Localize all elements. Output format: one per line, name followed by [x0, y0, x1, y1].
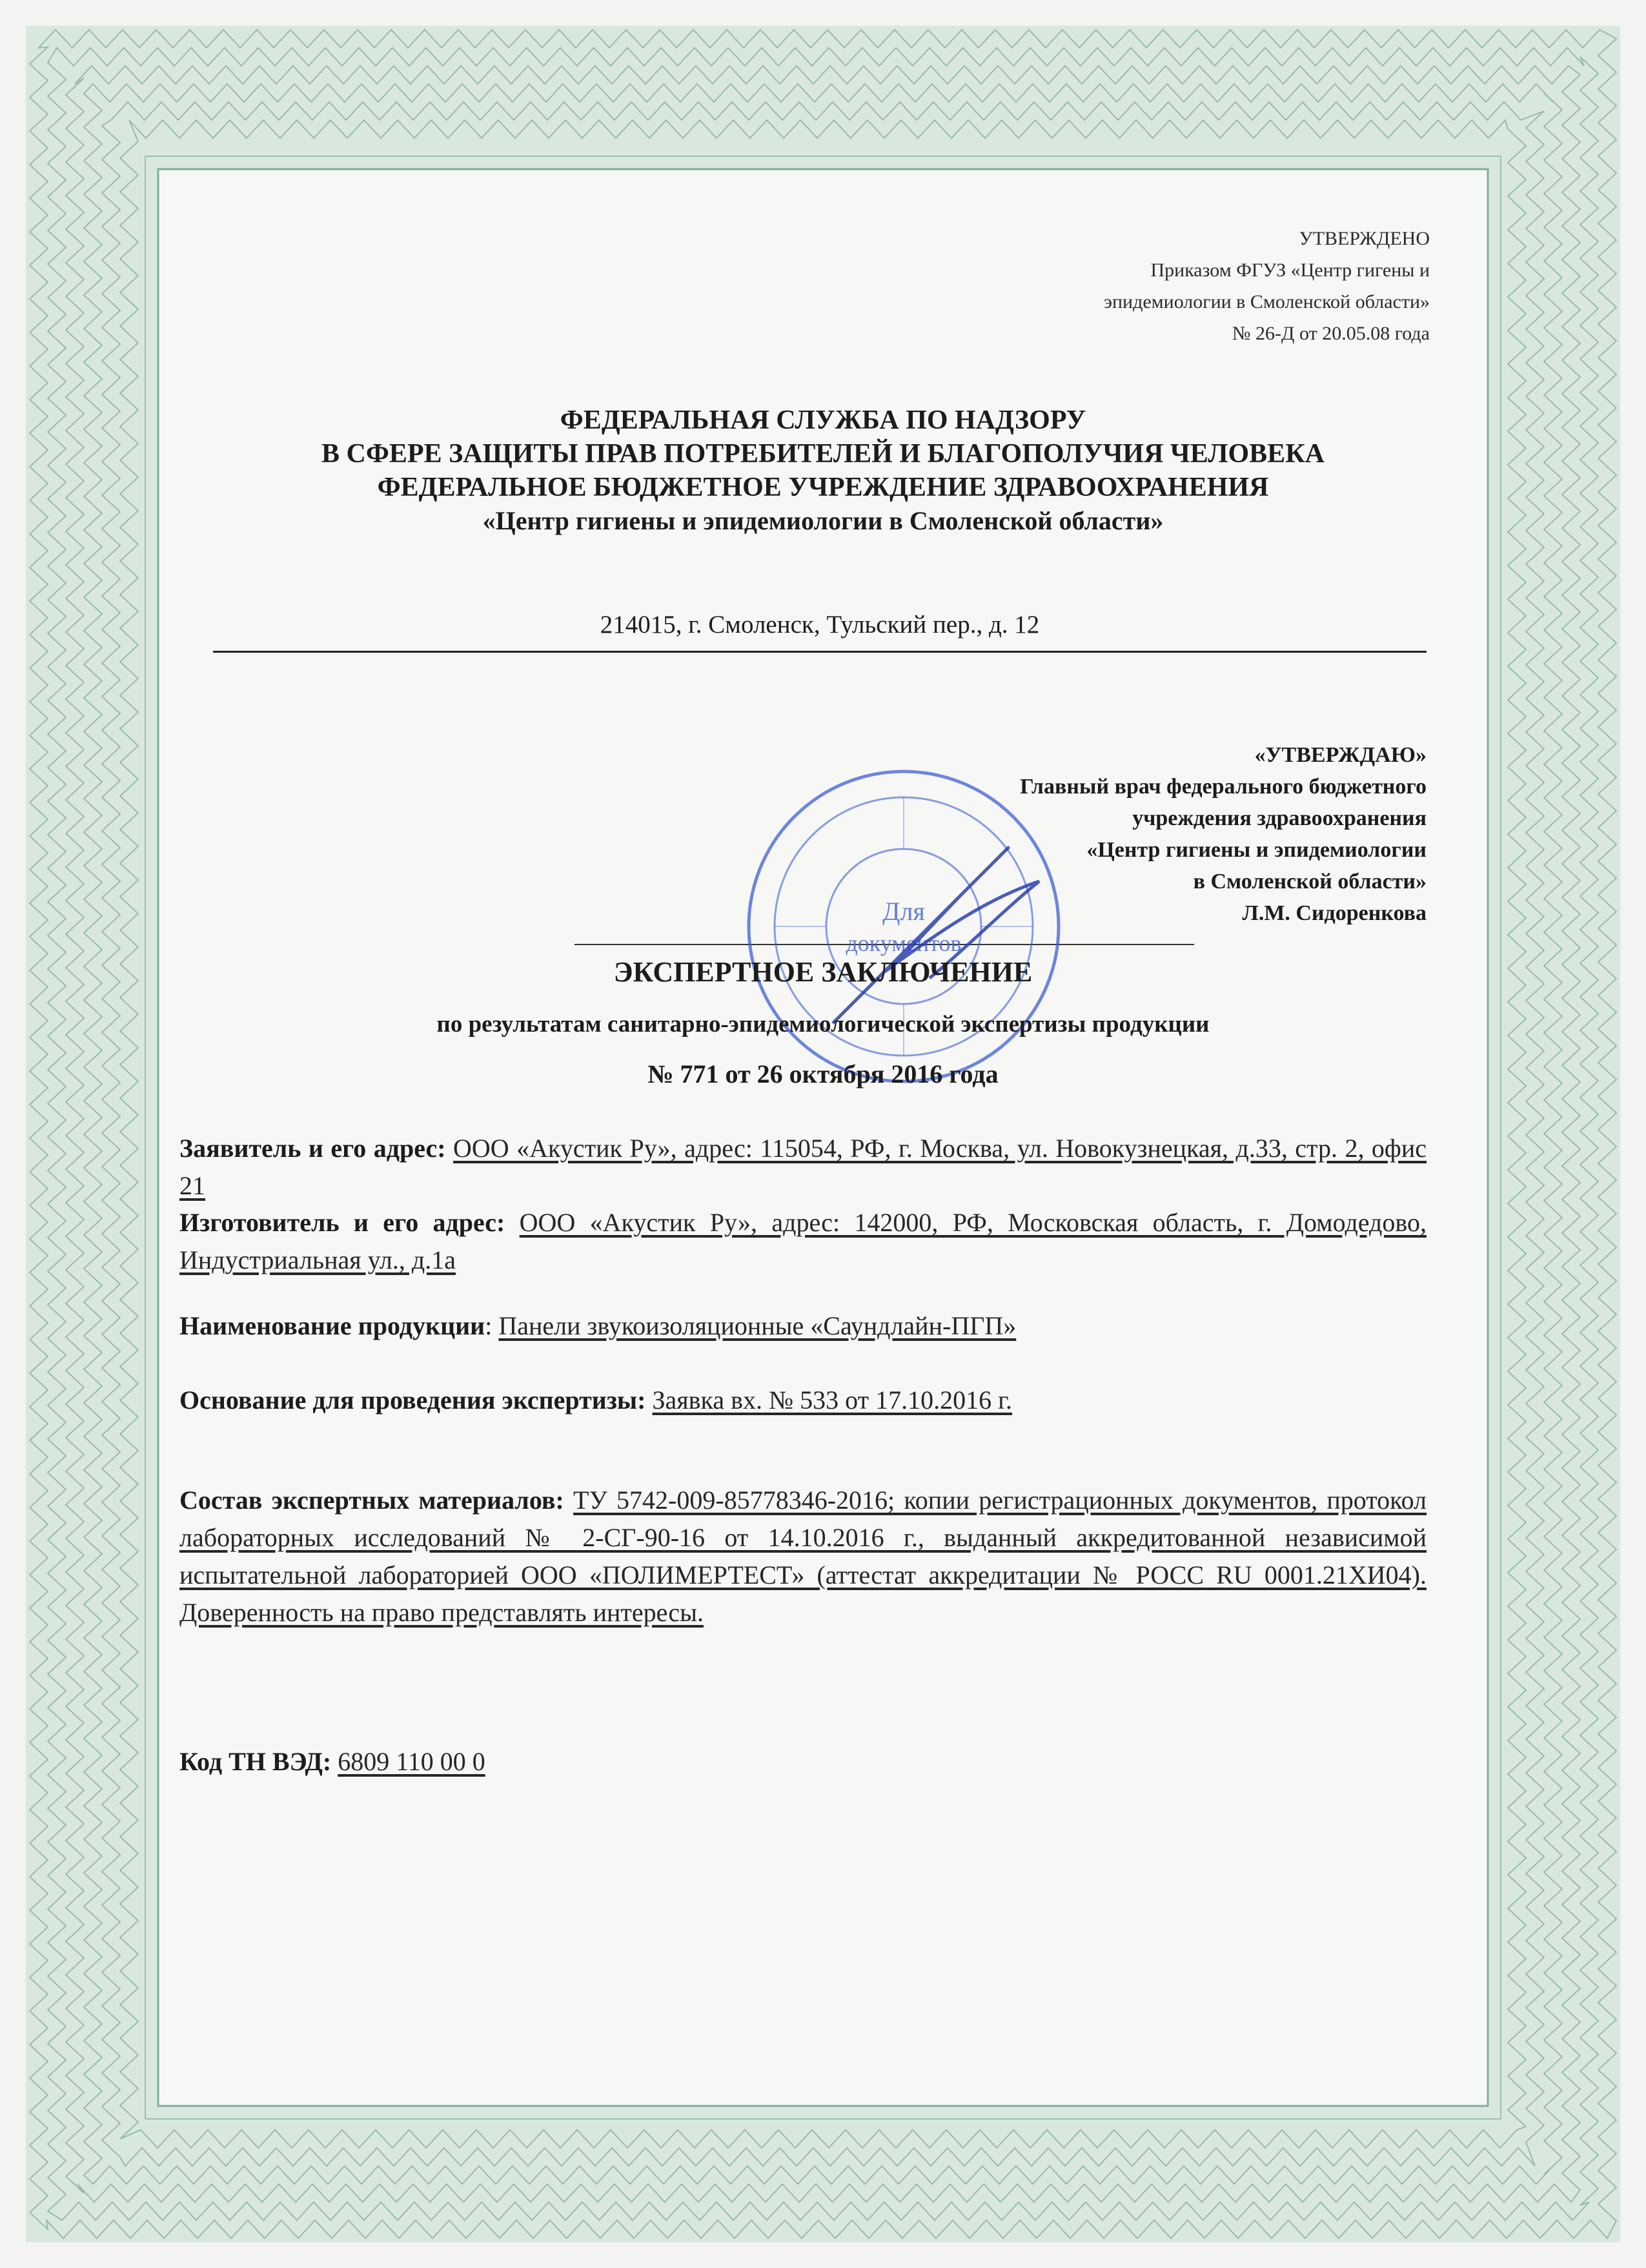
agency-address: 214015, г. Смоленск, Тульский пер., д. 12: [600, 611, 1040, 639]
code-value: 6809 110 00 0: [338, 1747, 485, 1776]
applicant-field: [179, 1130, 1427, 1205]
stamp-center-line-2: документов: [846, 930, 962, 956]
materials-label: Состав экспертных материалов:: [179, 1486, 564, 1515]
approved-by-order-header: [1104, 223, 1430, 349]
basis-value: Заявка вх. № 533 от 17.10.2016 г.: [652, 1385, 1013, 1415]
product-label: Наименование продукции: [179, 1311, 485, 1340]
document-subtitle: по результатам санитарно-эпидемиологической экспертизы продукции: [436, 1011, 1210, 1037]
stamp-center-line-1: Для: [882, 897, 925, 926]
code-label: Код ТН ВЭД:: [179, 1747, 332, 1776]
official-stamp: [736, 759, 1072, 1094]
basis-field: [179, 1382, 1427, 1419]
approval-line-4: в Смоленской области»: [1193, 870, 1427, 894]
approval-title: «УТВЕРЖДАЮ»: [1254, 743, 1427, 767]
materials-field: [179, 1482, 1427, 1631]
manufacturer-field: [179, 1204, 1427, 1279]
agency-header: [168, 404, 1478, 538]
materials-value: ТУ 5742-009-85778346-2016; копии регистрационных документов, протокол лабораторных исследований № 2-СГ-90-16 от 14.10.2016 г., выданный аккредитованной независимой испытательной лабораторией ООО «ПОЛИМЕРТЕСТ» (аттестат аккредитации № РОСС RU 0001.21ХИ04). Доверенность на право представлять интересы.: [179, 1486, 1427, 1627]
agency-line-4: «Центр гигиены и эпидемиологии в Смоленской области»: [482, 506, 1164, 535]
applicant-label: Заявитель и его адрес:: [179, 1134, 446, 1163]
approval-line-3: «Центр гигиены и эпидемиологии: [1086, 838, 1427, 862]
agency-line-3: ФЕДЕРАЛЬНОЕ БЮДЖЕТНОЕ УЧРЕЖДЕНИЕ ЗДРАВООХРАНЕНИЯ: [377, 473, 1269, 502]
header-divider: [213, 651, 1427, 653]
approved-line-4: № 26-Д от 20.05.08 года: [1232, 323, 1430, 344]
manufacturer-label: Изготовитель и его адрес:: [179, 1208, 505, 1237]
applicant-value: ООО «Акустик Ру», адрес: 115054, РФ, г. Москва, ул. Новокузнецкая, д.33, стр. 2, офис 21: [179, 1134, 1427, 1200]
product-field: Наименование продукции: Панели звукоизоляционные «Саундлайн-ПГП»: [179, 1311, 1017, 1340]
code-field: [179, 1743, 1427, 1781]
approval-line-1: Главный врач федерального бюджетного: [1020, 775, 1427, 799]
approved-line-2: Приказом ФГУЗ «Центр гигены и: [1150, 260, 1430, 281]
agency-line-1: ФЕДЕРАЛЬНАЯ СЛУЖБА ПО НАДЗОРУ: [560, 405, 1086, 435]
agency-line-2: В СФЕРЕ ЗАЩИТЫ ПРАВ ПОТРЕБИТЕЛЕЙ И БЛАГОПОЛУЧИЯ ЧЕЛОВЕКА: [321, 439, 1325, 469]
document-title: ЭКСПЕРТНОЕ ЗАКЛЮЧЕНИЕ: [613, 956, 1033, 988]
approval-line-2: учреждения здравоохранения: [1132, 806, 1427, 830]
basis-label: Основание для проведения экспертизы:: [179, 1385, 646, 1415]
manufacturer-value: ООО «Акустик Ру», адрес: 142000, РФ, Московская область, г. Домодедово, Индустриальная ул., д.1а: [179, 1208, 1427, 1274]
approved-line-3: эпидемиологии в Смоленской области»: [1104, 291, 1430, 312]
approved-line-1: УТВЕРЖДЕНО: [1299, 228, 1430, 249]
document-number: № 771 от 26 октября 2016 года: [647, 1059, 999, 1088]
product-value: Панели звукоизоляционные «Саундлайн-ПГП»: [498, 1311, 1017, 1340]
signatory-name: Л.М. Сидоренкова: [1242, 901, 1427, 925]
